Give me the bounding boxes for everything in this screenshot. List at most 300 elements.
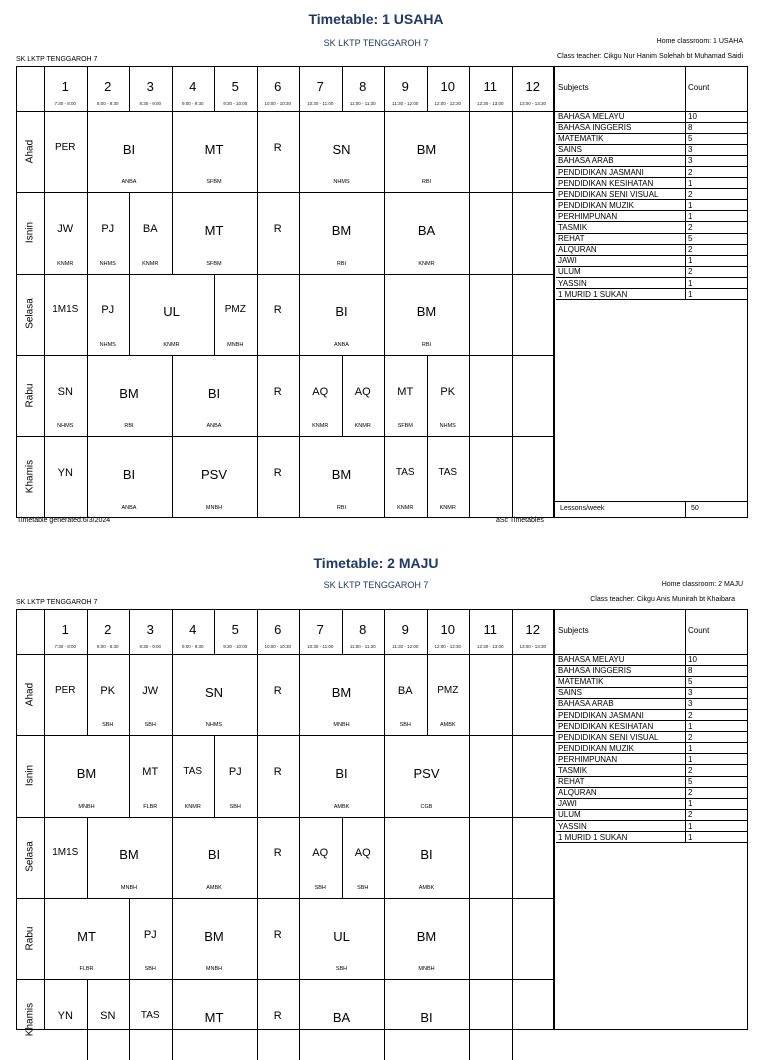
lesson-subject: BA: [417, 222, 436, 238]
lesson-subject: BA: [397, 684, 413, 697]
home-classroom: Home classroom: 2 MAJU: [661, 581, 743, 588]
subject-count: 3: [688, 145, 693, 155]
lesson-subject: JW: [142, 684, 159, 697]
subject-count: 2: [688, 732, 693, 742]
subject-count: 5: [688, 677, 693, 687]
lesson-subject: PMZ: [224, 304, 246, 316]
subject-name: ULUM: [558, 267, 581, 277]
lesson-subject: TAS: [395, 466, 415, 478]
empty-period-divider: [512, 192, 513, 273]
day-row-divider: [16, 898, 554, 899]
lesson-teacher: MNBH: [333, 722, 350, 729]
count-header: Count: [688, 626, 710, 635]
lesson-teacher: NHMS: [205, 722, 223, 729]
lesson-subject: R: [273, 385, 282, 398]
lesson-teacher: NHMS: [99, 260, 116, 267]
subject-count: 2: [688, 189, 693, 199]
period-time: 11:00 - 11:30: [349, 644, 376, 649]
lesson-subject: BI: [122, 141, 136, 157]
period-number: 11: [483, 622, 497, 637]
lesson-subject: AQ: [354, 847, 371, 860]
subject-name: 1 MURID 1 SUKAN: [558, 289, 628, 299]
generated-date: Timetable generated:6/3/2024: [17, 517, 111, 524]
lesson-subject: BM: [119, 385, 139, 401]
subject-name: TASMIK: [558, 766, 588, 775]
period-time: 9:00 - 9:30: [181, 101, 204, 106]
day-row-divider: [16, 817, 554, 818]
subject-count: 2: [688, 167, 693, 177]
subject-count: 2: [688, 267, 693, 277]
period-number: 4: [189, 79, 197, 94]
lesson-teacher: ANBA: [121, 179, 137, 186]
day-label: Isnin: [24, 764, 36, 786]
lesson-subject: BI: [420, 1009, 433, 1025]
lesson-subject: TAS: [140, 1009, 160, 1021]
lesson-subject: BM: [416, 304, 437, 320]
grid-frame: [16, 66, 554, 518]
school-name-left: SK LKTP TENGGAROH 7: [16, 56, 98, 63]
lesson-subject: R: [273, 466, 282, 479]
lesson-teacher: MNBH: [205, 966, 223, 973]
period-number: 7: [316, 622, 324, 637]
lesson-subject: MT: [204, 222, 224, 238]
lesson-subject: BI: [122, 466, 136, 482]
lesson-subject: PJ: [143, 928, 157, 941]
lesson-divider: [469, 192, 470, 273]
subject-name: PENDIDIKAN KESIHATAN: [558, 178, 654, 188]
lesson-subject: R: [273, 928, 282, 941]
period-time: 10:00 - 10:30: [264, 644, 292, 649]
subject-name: PENDIDIKAN MUZIK: [558, 200, 635, 210]
subject-count: 1: [688, 200, 693, 210]
lesson-subject: BM: [119, 847, 139, 863]
school-name-left: SK LKTP TENGGAROH 7: [16, 599, 98, 606]
subject-name: PENDIDIKAN KESIHATAN: [558, 721, 654, 731]
subject-name: PENDIDIKAN SENI VISUAL: [558, 732, 659, 742]
lesson-subject: R: [273, 1009, 282, 1022]
lesson-subject: YN: [57, 1009, 73, 1022]
subject-name: PERHIMPUNAN: [558, 754, 618, 764]
lesson-teacher: AMBK: [333, 803, 350, 810]
period-time: 12:00 - 12:30: [434, 101, 462, 106]
lesson-subject: BM: [416, 141, 437, 157]
lesson-subject: PER: [54, 141, 76, 153]
period-time: 9:30 - 10:00: [223, 644, 248, 649]
lesson-subject: AQ: [312, 385, 329, 398]
lesson-subject: R: [273, 847, 282, 860]
subject-count: 3: [688, 156, 693, 166]
lessons-label: Lessons/week: [560, 504, 605, 512]
lesson-teacher: ANBA: [121, 504, 137, 511]
period-time: 12:30 - 13:00: [476, 101, 504, 106]
subject-row-line: [556, 798, 747, 799]
period-time: 8:30 - 9:00: [139, 644, 161, 649]
lesson-subject: SN: [204, 684, 224, 700]
lesson-teacher: NHMS: [99, 341, 116, 348]
header-divider: [16, 111, 747, 112]
subject-name: BAHASA INGGERIS: [558, 666, 632, 676]
subject-count: 1: [688, 721, 693, 731]
lesson-teacher: NHMS: [57, 423, 74, 430]
subject-count: 1: [688, 211, 693, 221]
day-row-divider: [16, 735, 554, 736]
lesson-subject: PMZ: [437, 684, 459, 696]
lesson-subject: BM: [76, 765, 97, 781]
lesson-subject: UL: [333, 928, 350, 944]
period-number: 8: [359, 79, 367, 94]
subject-name: BAHASA MELAYU: [558, 112, 625, 121]
day-label: Rabu: [24, 383, 36, 407]
lesson-subject: PSV: [413, 765, 440, 781]
lesson-teacher: RBI: [124, 423, 134, 430]
subject-count: 5: [688, 234, 693, 244]
day-label: Khamis: [24, 1002, 36, 1037]
timetable-title: Timetable: 1 USAHA: [308, 11, 444, 27]
period-time: 7:30 - 8:00: [54, 644, 76, 649]
period-number: 3: [146, 622, 154, 637]
lesson-subject: MT: [397, 385, 414, 398]
day-label: Ahad: [24, 139, 36, 163]
lesson-subject: R: [273, 684, 282, 697]
day-label: Selasa: [24, 298, 36, 330]
subject-name: BAHASA INGGERIS: [558, 123, 632, 133]
empty-period-divider: [512, 735, 513, 816]
subject-name: YASSIN: [558, 278, 587, 288]
period-number: 12: [525, 79, 540, 94]
count-column-divider: [685, 112, 686, 299]
period-number: 1: [61, 622, 69, 637]
day-label: Ahad: [24, 682, 36, 706]
subject-count: 2: [688, 810, 693, 820]
lesson-subject: PK: [440, 385, 456, 398]
subjects-header: Subjects: [558, 83, 589, 92]
lesson-subject: R: [273, 304, 282, 317]
subject-row-line: [556, 687, 747, 688]
lesson-subject: PJ: [228, 765, 242, 778]
lesson-divider: [469, 355, 470, 436]
lesson-subject: BI: [335, 304, 348, 320]
lesson-subject: BM: [331, 466, 352, 482]
period-number: 11: [483, 79, 497, 94]
lesson-subject: R: [273, 141, 282, 154]
period-number: 3: [146, 79, 154, 94]
lesson-subject: BM: [204, 928, 224, 944]
lesson-teacher: RBI: [336, 504, 347, 511]
lesson-subject: BM: [331, 684, 352, 700]
lesson-subject: JW: [57, 222, 74, 235]
lesson-subject: BI: [420, 847, 433, 863]
subject-row-line: [556, 255, 747, 256]
subject-name: MATEMATIK: [558, 134, 604, 144]
subject-name: 1 MURID 1 SUKAN: [558, 832, 628, 842]
lesson-teacher: ANBA: [206, 423, 222, 430]
subject-count: 1: [688, 743, 693, 753]
lesson-subject: MT: [204, 1009, 224, 1025]
period-time: 10:30 - 11:00: [307, 101, 334, 106]
day-row-divider: [16, 192, 554, 193]
count-header: Count: [688, 83, 710, 92]
count-column-divider: [685, 655, 686, 842]
period-time: 7:30 - 8:00: [54, 101, 76, 106]
empty-period-divider: [512, 898, 513, 979]
school-name: SK LKTP TENGGAROH 7: [323, 38, 429, 48]
lesson-subject: PSV: [200, 466, 227, 482]
lesson-teacher: MNBH: [120, 884, 138, 891]
lesson-subject: BI: [207, 385, 221, 401]
lesson-divider: [469, 979, 470, 1060]
lesson-teacher: MNBH: [227, 341, 244, 348]
lesson-divider: [469, 735, 470, 816]
day-column-divider: [44, 66, 45, 518]
lesson-teacher: KNMR: [354, 423, 371, 430]
period-number: 2: [104, 622, 112, 637]
subject-name: PENDIDIKAN SENI VISUAL: [558, 189, 659, 199]
lesson-teacher: KNMR: [312, 423, 329, 430]
subject-row-line: [556, 809, 747, 810]
lesson-subject: PJ: [101, 304, 115, 317]
subject-name: PENDIDIKAN JASMANI: [558, 710, 644, 720]
period-number: 2: [104, 79, 112, 94]
period-number: 8: [359, 622, 367, 637]
lesson-teacher: KNMR: [418, 260, 435, 267]
period-time: 12:30 - 13:00: [476, 644, 504, 649]
lesson-subject: YN: [57, 466, 73, 479]
lesson-teacher: SBH: [335, 966, 348, 973]
subject-row-line: [556, 266, 747, 267]
subject-row-line: [556, 144, 747, 145]
timetable-title: Timetable: 2 MAJU: [313, 555, 439, 571]
subject-name: JAWI: [558, 799, 577, 809]
lesson-teacher: KNMR: [184, 803, 201, 810]
period-time: 8:00 - 8:30: [96, 644, 119, 649]
subject-count: 1: [688, 256, 693, 266]
period-number: 9: [401, 622, 409, 637]
day-label: Rabu: [24, 926, 36, 950]
lesson-subject: SN: [100, 1009, 116, 1022]
subject-row-line: [556, 842, 747, 843]
empty-period-divider: [512, 111, 513, 192]
period-time: 11:30 - 12:00: [392, 101, 419, 106]
lesson-teacher: SBH: [399, 722, 411, 729]
lesson-teacher: SFBM: [206, 260, 222, 267]
class-teacher: Class teacher: Cikgu Nur Hanim Solehah bt Muhamad Saidi: [557, 53, 743, 60]
day-row-divider: [16, 355, 554, 356]
class-teacher: Class teacher: Cikgu Anis Munirah bt Khaibara: [590, 596, 735, 603]
subject-count: 8: [688, 123, 693, 133]
subject-name: PENDIDIKAN JASMANI: [558, 167, 644, 177]
subject-count: 1: [688, 278, 693, 288]
period-time: 8:00 - 8:30: [96, 101, 119, 106]
lesson-subject: BI: [207, 847, 221, 863]
period-time: 11:00 - 11:30: [349, 101, 376, 106]
lesson-divider: [469, 274, 470, 355]
lesson-teacher: CGB: [420, 803, 433, 810]
subject-name: ULUM: [558, 810, 581, 820]
lesson-teacher: SBH: [144, 722, 156, 729]
lesson-teacher: KNMR: [163, 341, 180, 348]
lesson-teacher: KNMR: [439, 504, 456, 511]
period-number: 7: [316, 79, 324, 94]
subject-count: 5: [688, 134, 693, 144]
period-number: 10: [440, 622, 455, 637]
lesson-divider: [469, 898, 470, 979]
period-time: 9:00 - 9:30: [181, 644, 204, 649]
subject-count: 1: [688, 821, 693, 831]
period-number: 5: [231, 622, 239, 637]
subject-name: PERHIMPUNAN: [558, 211, 618, 221]
lesson-teacher: KNMR: [57, 260, 74, 267]
lesson-subject: BA: [332, 1009, 351, 1025]
lesson-subject: SN: [57, 385, 73, 398]
subject-name: BAHASA ARAB: [558, 699, 614, 709]
count-column-divider: [685, 66, 686, 111]
day-row-divider: [16, 274, 554, 275]
lesson-teacher: FLBR: [79, 966, 94, 973]
day-label: Khamis: [24, 459, 36, 494]
subject-row-line: [556, 299, 747, 300]
period-number: 6: [274, 79, 282, 94]
subject-count: 8: [688, 666, 693, 676]
day-row-divider: [16, 979, 554, 980]
subject-count: 2: [688, 245, 693, 255]
period-time: 8:30 - 9:00: [139, 101, 161, 106]
lesson-teacher: SBH: [144, 966, 156, 973]
period-time: 10:00 - 10:30: [264, 101, 292, 106]
lesson-divider: [469, 436, 470, 517]
subject-count: 2: [688, 223, 693, 232]
lesson-subject: UL: [163, 304, 180, 320]
period-number: 6: [274, 622, 282, 637]
count-column-divider: [685, 609, 686, 654]
subject-count: 2: [688, 766, 693, 775]
lesson-teacher: SFBM: [397, 423, 413, 430]
lesson-teacher: SBH: [102, 722, 114, 729]
lesson-subject: PK: [100, 684, 116, 697]
lesson-subject: TAS: [438, 466, 458, 478]
subject-count: 1: [688, 289, 693, 299]
lesson-subject: MT: [77, 928, 96, 944]
subject-name: BAHASA ARAB: [558, 156, 614, 166]
period-time: 12:00 - 12:30: [434, 644, 462, 649]
lesson-subject: BI: [335, 765, 348, 781]
empty-period-divider: [512, 274, 513, 355]
lesson-teacher: SBH: [357, 884, 369, 891]
lesson-teacher: RBI: [336, 260, 347, 267]
day-label: Selasa: [24, 841, 36, 873]
period-number: 12: [525, 622, 540, 637]
period-number: 1: [61, 79, 69, 94]
lesson-subject: R: [273, 222, 282, 235]
lesson-subject: AQ: [354, 385, 371, 398]
subject-name: MATEMATIK: [558, 677, 604, 687]
lesson-teacher: AMBK: [206, 884, 222, 891]
empty-period-divider: [512, 654, 513, 735]
subject-name: REHAT: [558, 777, 585, 787]
asc-credit: aSc Timetables: [496, 517, 544, 524]
lesson-teacher: NHMS: [439, 423, 456, 430]
subject-name: ALQURAN: [558, 245, 597, 255]
lesson-teacher: RBI: [421, 179, 432, 186]
lesson-subject: TAS: [183, 765, 203, 777]
day-label: Isnin: [24, 221, 36, 243]
lesson-subject: 1M1S: [52, 847, 79, 859]
lesson-subject: AQ: [312, 847, 329, 860]
lesson-teacher: SFBM: [206, 179, 222, 186]
subject-count: 10: [688, 655, 697, 664]
period-time: 13:00 - 13:30: [519, 101, 547, 106]
count-column-divider: [685, 501, 686, 518]
period-time: 11:30 - 12:00: [392, 644, 419, 649]
lesson-teacher: MNBH: [205, 504, 223, 511]
lesson-subject: PJ: [101, 222, 115, 235]
lesson-subject: BA: [142, 222, 158, 235]
subject-count: 3: [688, 699, 693, 709]
lesson-teacher: FLBR: [143, 803, 158, 810]
subject-name: YASSIN: [558, 821, 587, 831]
lesson-subject: MT: [142, 765, 159, 778]
subject-name: REHAT: [558, 234, 585, 244]
lesson-teacher: KNMR: [142, 260, 159, 267]
school-name: SK LKTP TENGGAROH 7: [323, 580, 429, 590]
subject-name: SAINS: [558, 145, 583, 155]
period-time: 13:00 - 13:30: [519, 644, 547, 649]
lesson-subject: 1M1S: [52, 304, 79, 316]
subject-count: 3: [688, 688, 693, 698]
period-number: 9: [401, 79, 409, 94]
lesson-subject: BM: [416, 928, 437, 944]
empty-period-divider: [512, 979, 513, 1060]
subject-name: BAHASA MELAYU: [558, 655, 625, 664]
lesson-teacher: AMBK: [439, 722, 456, 729]
lesson-subject: PER: [54, 684, 76, 696]
lesson-subject: R: [273, 765, 282, 778]
subject-name: JAWI: [558, 256, 577, 266]
lesson-subject: MT: [204, 141, 224, 157]
empty-period-divider: [512, 355, 513, 436]
lesson-teacher: KNMR: [397, 504, 414, 511]
lesson-divider: [469, 654, 470, 735]
subject-name: ALQURAN: [558, 788, 597, 798]
header-divider: [16, 654, 747, 655]
subject-name: TASMIK: [558, 223, 588, 232]
period-number: 10: [440, 79, 455, 94]
subject-count: 5: [688, 777, 693, 787]
lesson-teacher: SBH: [314, 884, 326, 891]
lesson-teacher: ANBA: [334, 341, 349, 348]
lesson-divider: [469, 111, 470, 192]
day-row-divider: [16, 436, 554, 437]
lessons-value: 50: [691, 504, 699, 512]
subjects-header: Subjects: [558, 626, 589, 635]
subject-name: PENDIDIKAN MUZIK: [558, 743, 635, 753]
period-time: 10:30 - 11:00: [307, 644, 334, 649]
lesson-teacher: AMBK: [418, 884, 435, 891]
subject-count: 10: [688, 112, 697, 121]
subject-count: 1: [688, 832, 693, 842]
period-number: 5: [231, 79, 239, 94]
subject-count: 1: [688, 799, 693, 809]
lessons-divider: [554, 501, 747, 502]
empty-period-divider: [512, 817, 513, 898]
subject-count: 2: [688, 788, 693, 798]
lesson-teacher: MNBH: [418, 966, 435, 973]
subject-count: 1: [688, 178, 693, 188]
home-classroom: Home classroom: 1 USAHA: [656, 38, 743, 45]
subject-count: 2: [688, 710, 693, 720]
lesson-subject: BM: [331, 222, 352, 238]
subject-count: 1: [688, 754, 693, 764]
lesson-subject: SN: [332, 141, 351, 157]
